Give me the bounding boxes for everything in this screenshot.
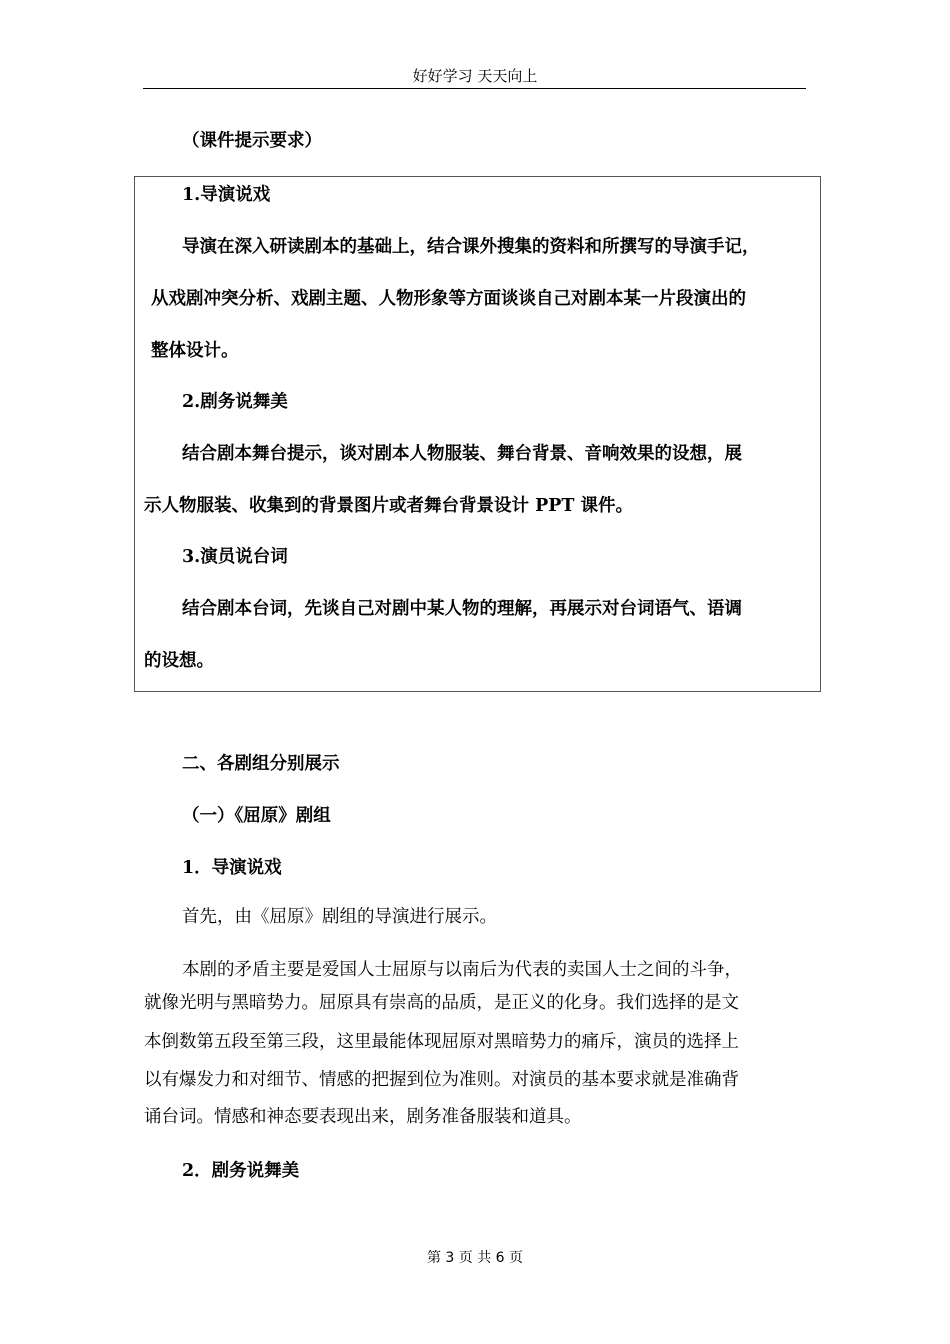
item1-paragraph-line: 诵台词。情感和神态要表现出来，剧务准备服装和道具。 [144, 1107, 582, 1127]
item1-title: 1．导演说戏 [182, 858, 282, 878]
box-section1-line: 导演在深入研读剧本的基础上，结合课外搜集的资料和所撰写的导演手记， [182, 237, 760, 257]
item1-intro: 首先，由《屈原》剧组的导演进行展示。 [182, 907, 497, 927]
box-section3-line: 结合剧本台词，先谈自己对剧中某人物的理解，再展示对台词语气、语调 [182, 599, 742, 619]
box-section2-title: 2.剧务说舞美 [182, 392, 288, 412]
page-footer: 第 3 页 共 6 页 [426, 1250, 524, 1266]
section-heading: 二、各剧组分别展示 [182, 754, 340, 774]
item1-paragraph-line: 本剧的矛盾主要是爱国人士屈原与以南后为代表的卖国人士之间的斗争， [182, 960, 742, 980]
item2-title: 2．剧务说舞美 [182, 1161, 300, 1181]
subsection-heading: （一）《屈原》剧组 [182, 806, 331, 826]
box-section2-line: 结合剧本舞台提示，谈对剧本人物服装、舞台背景、音响效果的设想，展 [182, 444, 742, 464]
page-header: 好好学习 天天向上 [412, 67, 538, 85]
box-section1-line: 整体设计。 [151, 341, 239, 361]
header-rule [143, 88, 806, 89]
intro-heading: （课件提示要求） [182, 131, 322, 151]
item1-paragraph-line: 本倒数第五段至第三段，这里最能体现屈原对黑暗势力的痛斥，演员的选择上 [144, 1032, 739, 1052]
box-section3-title: 3.演员说台词 [182, 547, 288, 567]
box-section1-line: 从戏剧冲突分析、戏剧主题、人物形象等方面谈谈自己对剧本某一片段演出的 [151, 289, 746, 309]
item1-paragraph-line: 就像光明与黑暗势力。屈原具有崇高的品质，是正义的化身。我们选择的是文 [144, 993, 739, 1013]
item1-paragraph-line: 以有爆发力和对细节、情感的把握到位为准则。对演员的基本要求就是准确背 [144, 1070, 739, 1090]
box-section2-line: 示人物服装、收集到的背景图片或者舞台背景设计 PPT 课件。 [144, 496, 634, 516]
box-section1-title: 1.导演说戏 [182, 185, 271, 205]
box-section3-line: 的设想。 [144, 651, 214, 671]
